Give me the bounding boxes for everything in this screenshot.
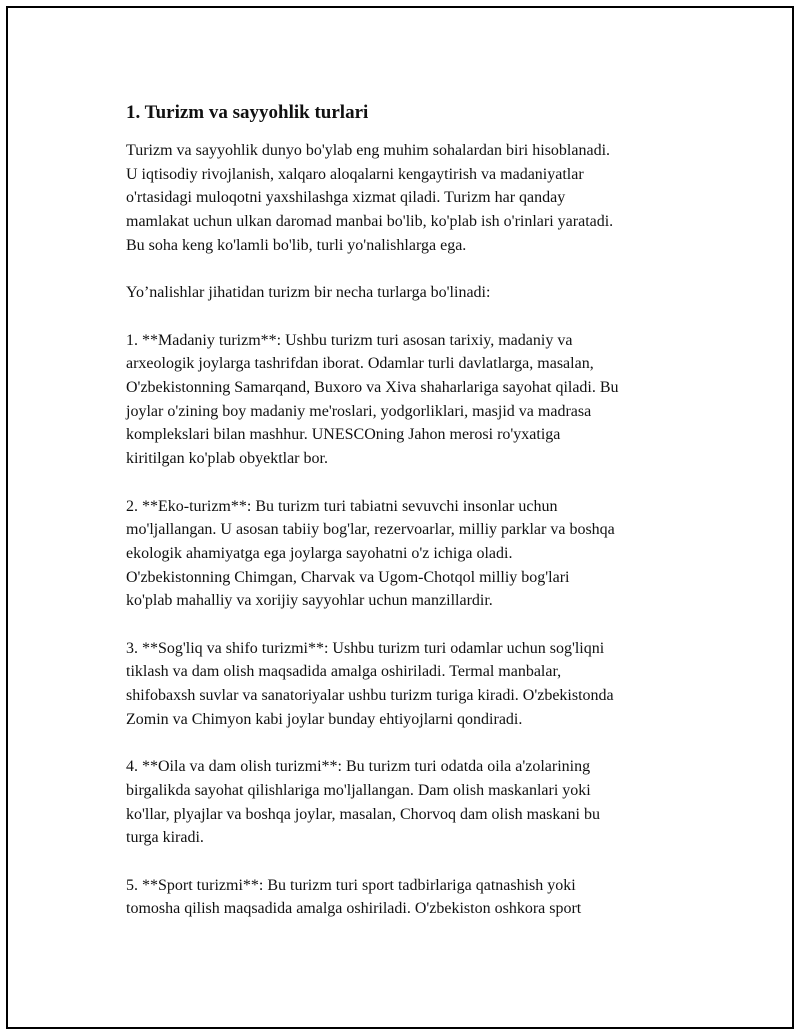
text-line: o'rtasidagi muloqotni yaxshilashga xizmat qiladi. Turizm har qanday: [126, 189, 566, 207]
text-line: shifobaxsh suvlar va sanatoriyalar ushbu turizm turiga kiradi. O'zbekistonda: [126, 687, 614, 705]
text-line: joylar o'zining boy madaniy me'roslari, yodgorliklari, masjid va madrasa: [126, 402, 592, 420]
text-line: ekologik ahamiyatga ega joylarga sayohatni o'z ichiga oladi.: [126, 544, 513, 562]
document-body: [126, 100, 701, 945]
intro-paragraph: [126, 139, 701, 258]
list-item-sport-tourism: [126, 874, 701, 921]
section-heading: 1. Turizm va sayyohlik turlari: [126, 102, 369, 123]
text-line: arxeologik joylarga tashrifdan iborat. Odamlar turli davlatlarga, masalan,: [126, 355, 594, 373]
text-line: tiklash va dam olish maqsadida amalga oshiriladi. Termal manbalar,: [126, 663, 562, 681]
text-line: Zomin va Chimyon kabi joylar bunday ehtiyojlarni qondiradi.: [126, 710, 523, 728]
list-item-health-tourism: [126, 637, 701, 732]
text-line: U iqtisodiy rivojlanish, xalqaro aloqalarni kengaytirish va madaniyatlar: [126, 165, 584, 183]
list-item-cultural-tourism: [126, 329, 701, 471]
page-border: [6, 6, 794, 1029]
text-line: O'zbekistonning Samarqand, Buxoro va Xiva shaharlariga sayohat qiladi. Bu: [126, 379, 619, 396]
text-line: 4. **Oila va dam olish turizmi**: Bu turizm turi odatda oila a'zolarining: [126, 758, 591, 776]
text-line: Bu soha keng ko'lamli bo'lib, turli yo'nalishlarga ega.: [126, 236, 467, 254]
text-line: turga kiradi.: [126, 829, 204, 847]
directions-paragraph: [126, 281, 701, 305]
text-line: 3. **Sog'liq va shifo turizmi**: Ushbu turizm turi odamlar uchun sog'liqni: [126, 639, 605, 657]
list-item-eco-tourism: [126, 495, 701, 614]
text-line: tomosha qilish maqsadida amalga oshiriladi. O'zbekiston oshkora sport: [126, 900, 582, 918]
text-line: 1. **Madaniy turizm**: Ushbu turizm turi asosan tarixiy, madaniy va: [126, 331, 573, 349]
list-item-family-tourism: [126, 755, 701, 850]
text-line: ko'plab mahalliy va xorijiy sayyohlar uchun manzillardir.: [126, 592, 493, 610]
text-line: mo'ljallangan. U asosan tabiiy bog'lar, rezervoarlar, milliy parklar va boshqa: [126, 521, 615, 539]
text-line: Turizm va sayyohlik dunyo bo'ylab eng muhim sohalardan biri hisoblanadi.: [126, 142, 611, 159]
text-line: kiritilgan ko'plab obyektlar bor.: [126, 450, 328, 468]
text-line: 5. **Sport turizmi**: Bu turizm turi sport tadbirlariga qatnashish yoki: [126, 876, 576, 894]
text-line: komplekslari bilan mashhur. UNESCOning Jahon merosi ro'yxatiga: [126, 426, 561, 444]
text-line: O'zbekistonning Chimgan, Charvak va Ugom-Chotqol milliy bog'lari: [126, 568, 570, 586]
text-line: 2. **Eko-turizm**: Bu turizm turi tabiatni sevuvchi insonlar uchun: [126, 497, 558, 515]
text-line: ko'llar, plyajlar va boshqa joylar, masalan, Chorvoq dam olish maskani bu: [126, 805, 600, 823]
text-line: Yo’nalishlar jihatidan turizm bir necha turlarga bo'linadi:: [126, 284, 491, 302]
text-line: mamlakat uchun ulkan daromad manbai bo'lib, ko'plab ish o'rinlari yaratadi.: [126, 213, 614, 231]
text-line: birgalikda sayohat qilishlariga mo'ljallangan. Dam olish maskanlari yoki: [126, 781, 591, 799]
